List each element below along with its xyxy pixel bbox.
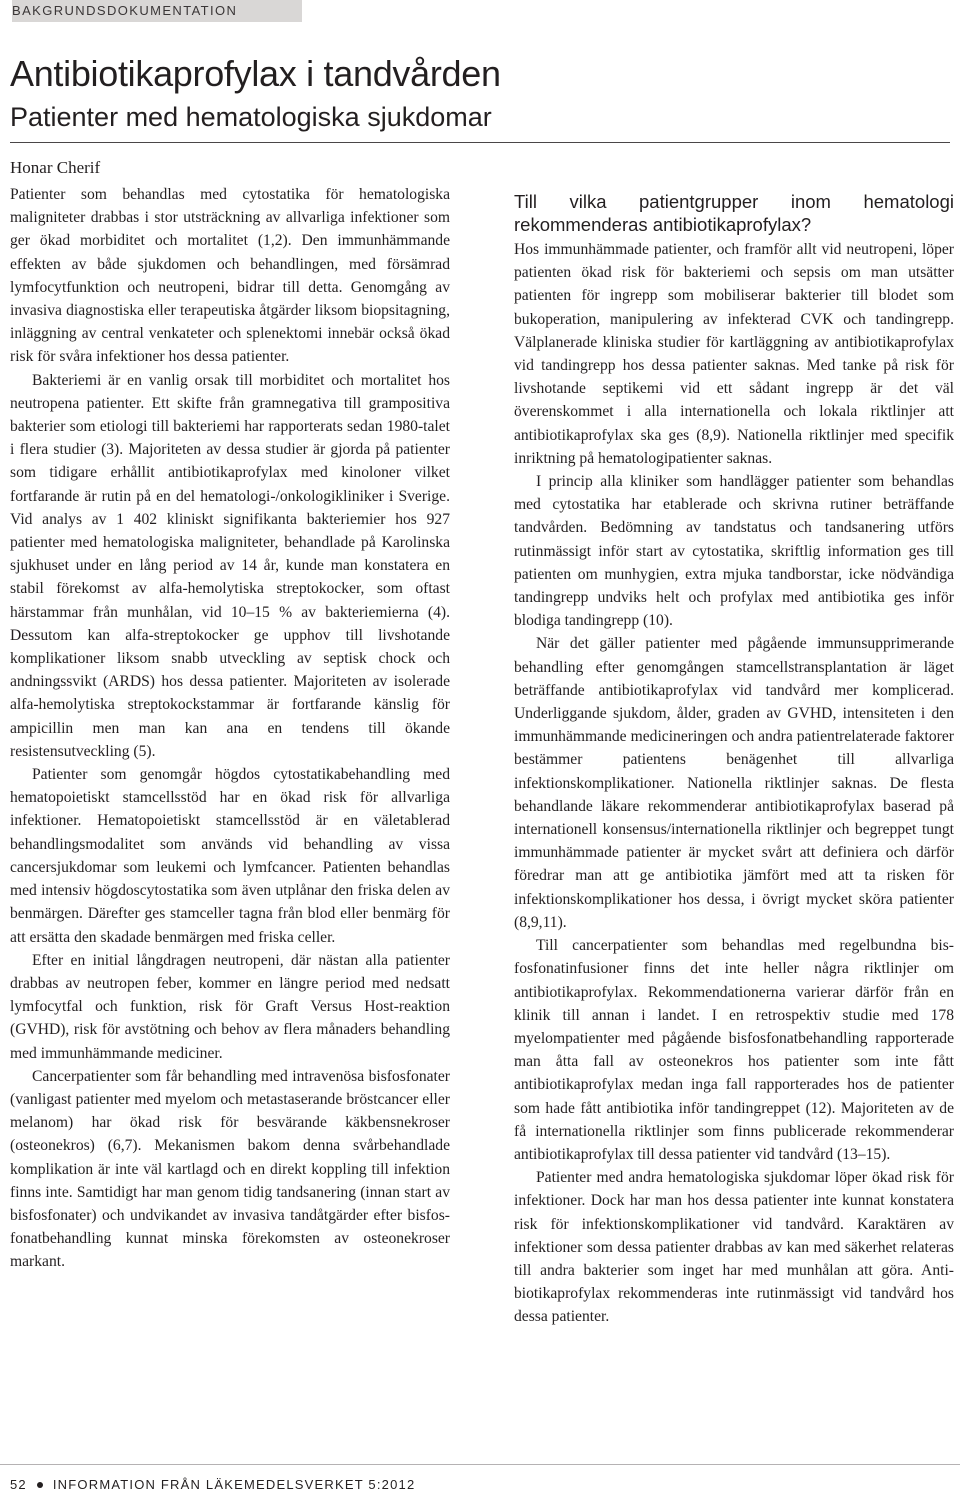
page-title: Antibiotikaprofylax i tandvården	[10, 53, 501, 94]
left-column	[10, 183, 450, 1274]
footer-divider	[0, 1464, 960, 1465]
body-paragraph: I princip alla kliniker som handlägger patienter som behandlas med cytostatika har etablerade och skrivna rutiner beträffande tandvården. Bedömning av tandstatus och tandsanering utförs rutinmässigt inför start av cytostatika, skriftlig information ges till patienten om munhygien, extra mjuka tandborstar, icke nödvändiga tandingrepp undviks helt och profylax med antibiotika ges inför blodiga tandingrepp (10).	[514, 473, 954, 630]
body-paragraph: Cancerpatienter som får behandling med intravenösa bisfosfonater (vanligast patienter med myelom och metastaserande bröstcancer eller melanom) har ökad risk för besvärande käkbensnekroser (osteonekros) (6,7). Mekanismen bakom denna svårbehandlade komplikation är inte väl kartlagd och en direkt koppling till infektion finns inte. Samtidigt har man genom tidig tandsanering (innan start av bisfosfonater) och undvikandet av invasiva tandåtgärder efter bisfosfonatbehandling kunnat minska förekomsten av osteonekroser markant.	[10, 1067, 450, 1271]
section-heading: Till vilka patientgrupper inom hematologi rekommenderas antibiotikaprofylax?	[514, 191, 954, 235]
section-kicker	[12, 0, 302, 22]
body-paragraph: Bakteriemi är en vanlig orsak till morbiditet och mortalitet hos neutropena patienter. Ett skifte från gramnegativa till grampositiva bakterier som etiologi till bakteriemi har rapporterats sedan 1980-talet i flera studier (3). Majoriteten av dessa studier är gjorda på patienter som tidigare erhållit antibiotikaprofylax med kinoloner vilket fortfarande är rutin på en del hematologi-/onkologikliniker i Sverige. Vid analys av 1 402 kliniskt signifikanta bakteriemier hos 927 patienter med hematologiska maligniteter, behandlade på Karolinska sjukhuset under en lång period av 14 år, kunde man konstatera en stabil förekomst av alfa-hemolytiska streptokocker, som oftast härstammar från munhålan, vid 10–15 % av bakteriemierna (4). Dessutom kan alfa-streptokocker ge upphov till livshotande komplikationer liksom snabb utveckling av septisk chock och andningssvikt (ARDS) hos dessa patienter. Majoriteten av isolerade alfa-hemolytiska streptokockstammar är fortfarande känslig för ampicillin men man kan ana en tendens till ökande resistensutveckling (5).	[10, 371, 450, 760]
page-number: 52	[10, 1477, 27, 1492]
page-subtitle: Patienter med hematologiska sjukdomar	[10, 102, 492, 132]
bullet-dot-icon	[37, 1482, 43, 1488]
body-paragraph: Efter en initial långdragen neutropeni, där nästan alla patienter drabbas av neutropen feber, kommer en längre period med nedsatt lymfocytfal och funktion, risk för Graft Versus Host-reaktion (GVHD), risk för avstötning och behov av flera månaders behandling med immunhämmande mediciner.	[10, 951, 450, 1062]
right-column	[514, 190, 954, 1329]
body-paragraph: Patienter som behandlas med cytostatika för hematologiska maligniteter drabbas i stor utsträckning av allvarliga infektioner som ger ökad morbiditet och mortalitet (1,2). Den immunhämmande effekten av både sjukdomen och behandlingen, med försämrad lymfocytfunktion och neutropeni, bidrar till detta. Genomgång av invasiva diagnostiska eller terapeutiska åtgärder liksom biopsitagning, inläggning av central venkateter och splenektomi innebär också ökad risk för svåra infektioner hos dessa patienter.	[10, 186, 450, 366]
title-divider	[10, 142, 950, 143]
body-paragraph: Patienter som genomgår högdos cytostatikabehandling med hematopoietiskt stamcellsstöd har en ökad risk för allvarliga infektioner. Hematopoietiskt stamcellsstöd är en väletablerad behandlingsmodalitet som används vid behandling av vissa cancersjukdomar som leukemi och lymfcancer. Patienten behandlas med intensiv högdoscytostatika som även utplånar den friska delen av benmärgen. Därefter ges stamceller tagna från blod eller benmärg för att ersätta den skadade benmärgen med friska celler.	[10, 766, 450, 946]
publication-name: INFORMATION FRÅN LÄKEMEDELSVERKET 5:2012	[52, 1477, 416, 1492]
body-paragraph: Hos immunhämmade patienter, och framför allt vid neutropeni, löper patienten ökad risk för bakteriemi och sepsis om man utsätter patienten för ingrepp som mobiliserar bakterier till blodet som bukoperation, manipulering av infekterad CVK och tandingrepp. Välplanerade kliniska studier för kartläggning av antibiotikaprofylax vid tandingrepp hos dessa patienter saknas. Med tanke på risk för livshotande septikemi vid ett sådant ingrepp är det väl överenskommet i alla internationella och lokala riktlinjer att antibiotikaprofylax ska ges (8,9). Nationella riktlinjer med specifik inriktning på hematologipatienter saknas.	[514, 241, 954, 467]
body-paragraph: Till cancerpatienter som behandlas med regelbundna bisfosfonatinfusioner finns det inte heller några riktlinjer om antibiotikaprofylax. Rekommendationerna varierar därför från en klinik till annan i landet. I en retrospektiv studie med 178 myelompatienter med pågående bisfosfonatbehandling rapporterade man åtta fall av osteonekros hos patienter som inte fått antibiotikaprofylax medan inga fall rapporterades hos de patienter som hade fått antibiotika inför tandingreppet (12). Majoriteten av de få internationella riktlinjer som finns publicerade rekommenderar antibiotikaprofylax till dessa patienter vid tandvård (13–15).	[514, 937, 954, 1163]
page-footer	[10, 1477, 415, 1493]
body-paragraph: När det gäller patienter med pågående immunsupprimerande behandling efter genomgången stamcellstransplantation är läget beträffande antibiotikaprofylax vid tandvård mer komplicerad. Underliggande sjukdom, ålder, graden av GVHD, intensiteten i den immunhämmande medicineringen och andra patientrelaterade faktorer bestämmer patientens benägenhet till allvarliga infektionskomplikationer. Nationella riktlinjer saknas. De flesta behandlande läkare rekommenderar antibiotikaprofylax baserad på internationell konsensus/internationella riktlinjer och begreppet tungt immunhämmade patienter är mycket svårt att definiera och därför föredrar man att ge antibiotika jämfört med att ta risken för infektionskomplikationer hos dessa, i övrigt mycket sköra patienter (8,9,11).	[514, 635, 954, 931]
author-name: Honar Cherif	[10, 158, 101, 177]
kicker-label: BAKGRUNDSDOKUMENTATION	[12, 3, 238, 18]
body-paragraph: Patienter med andra hematologiska sjukdomar löper ökad risk för infektioner. Dock har man hos dessa patienter inte kunnat konstatera risk för infektionskomplikationer vid tandvård. Karaktären av infektioner som dessa patienter drabbas av kan med säkerhet relateras till andra bakterier som inget har med munhålan att göra. Antibiotikaprofylax rekommenderas inte rutinmässigt vid tandvård hos dessa patienter.	[514, 1169, 954, 1326]
